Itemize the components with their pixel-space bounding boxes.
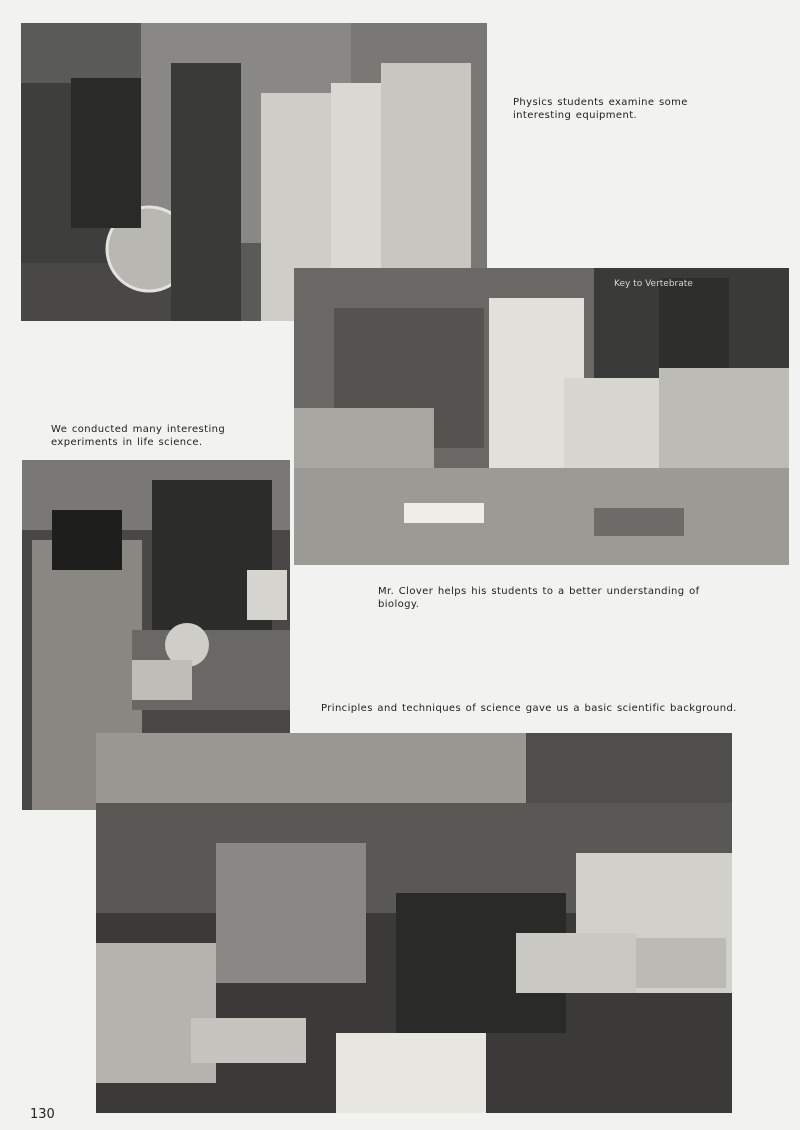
page-number: 130 [30,1107,55,1122]
chalkboard-text: Key to Vertebrate [614,279,693,289]
biology-caption: Mr. Clover helps his students to a better understanding of biology. [378,586,700,610]
classroom-study-photo [96,733,732,1113]
principles-caption: Principles and techniques of science gave us a basic scientific background. [321,703,737,714]
life-science-caption: We conducted many interesting experiments in life science. [51,424,226,448]
biology-class-photo [294,268,789,565]
physics-caption: Physics students examine some interesting equipment. [513,97,688,121]
